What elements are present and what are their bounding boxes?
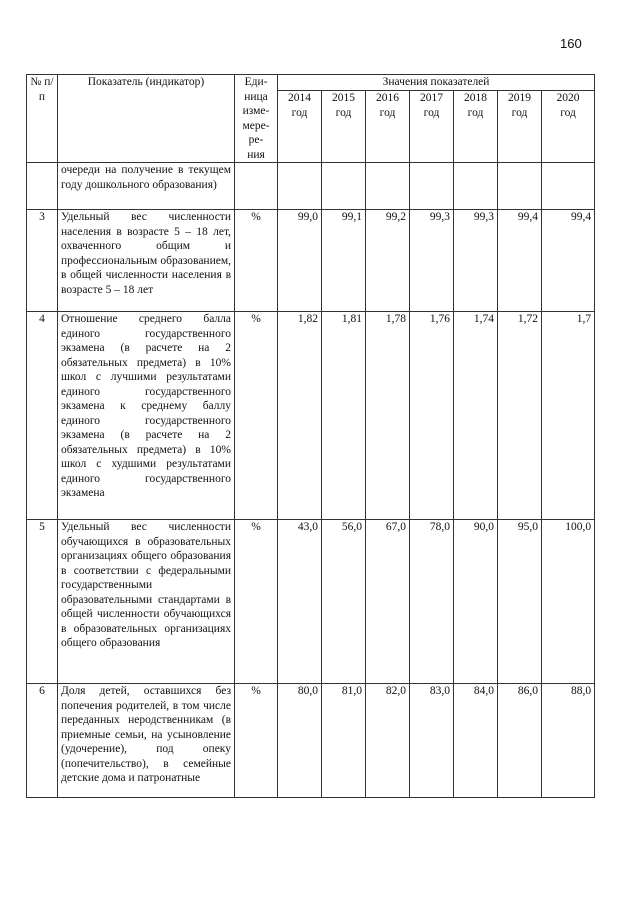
header-year-number: 2018 — [464, 91, 487, 104]
row-unit: % — [235, 312, 278, 520]
row-value — [410, 163, 454, 210]
row-number: 5 — [27, 520, 58, 684]
row-unit: % — [235, 520, 278, 684]
header-year-2020 — [542, 90, 595, 162]
header-year-label: год — [291, 106, 308, 119]
row-value: 1,78 — [366, 312, 410, 520]
row-value: 99,1 — [322, 210, 366, 312]
header-year-number: 2019 — [508, 91, 531, 104]
header-year-2018 — [454, 90, 498, 162]
row-value — [322, 163, 366, 210]
header-year-2016 — [366, 90, 410, 162]
header-year-2019 — [498, 90, 542, 162]
row-indicator: Доля детей, оставшихся без попечения родителей, в том числе переданных неродственникам (в приемные семьи, на усыновление (удочерение), под опеку (попечительство), в семейные детские дома и патронатные — [58, 684, 235, 798]
row-value: 1,74 — [454, 312, 498, 520]
row-value: 82,0 — [366, 684, 410, 798]
row-indicator: Отношение среднего балла единого государственного экзамена (в расчете на 2 обязательных предмета) в 10% школ с лучшими результатами единого государственного экзамена к среднему баллу единого государственного экзамена (в расчете на 2 обязательных предмета) в 10% школ с худшими результатами единого государственного экзамена — [58, 312, 235, 520]
header-indicator: Показатель (индикатор) — [58, 75, 235, 163]
header-row-1 — [27, 75, 595, 91]
row-value: 90,0 — [454, 520, 498, 684]
row-value: 43,0 — [278, 520, 322, 684]
row-value: 56,0 — [322, 520, 366, 684]
row-value: 1,72 — [498, 312, 542, 520]
header-year-number: 2016 — [376, 91, 399, 104]
header-year-label: год — [511, 106, 528, 119]
header-year-number: 2020 — [556, 91, 580, 104]
table-row — [27, 210, 595, 312]
row-unit: % — [235, 210, 278, 312]
header-year-number: 2014 — [288, 91, 311, 104]
row-value: 83,0 — [410, 684, 454, 798]
table-row — [27, 520, 595, 684]
row-value: 67,0 — [366, 520, 410, 684]
header-year-label: год — [379, 106, 396, 119]
header-year-label: год — [467, 106, 484, 119]
row-value — [454, 163, 498, 210]
row-indicator: очереди на получение в текущем году дошкольного образования) — [58, 163, 235, 210]
row-value: 95,0 — [498, 520, 542, 684]
row-value: 99,3 — [454, 210, 498, 312]
row-value: 100,0 — [542, 520, 595, 684]
header-year-2017 — [410, 90, 454, 162]
row-value — [498, 163, 542, 210]
row-value — [542, 163, 595, 210]
row-value: 99,2 — [366, 210, 410, 312]
row-value — [366, 163, 410, 210]
row-value: 1,76 — [410, 312, 454, 520]
header-year-label: год — [423, 106, 440, 119]
header-values-group: Значения показателей — [278, 75, 595, 91]
row-value: 84,0 — [454, 684, 498, 798]
header-year-label: год — [335, 106, 352, 119]
table-body — [27, 163, 595, 798]
row-number — [27, 163, 58, 210]
table-row — [27, 684, 595, 798]
header-unit: Еди- ница изме- мере- ре- ния — [235, 75, 278, 163]
row-value: 99,4 — [542, 210, 595, 312]
row-value: 81,0 — [322, 684, 366, 798]
row-value: 99,0 — [278, 210, 322, 312]
row-unit — [235, 163, 278, 210]
header-year-2014 — [278, 90, 322, 162]
row-value — [278, 163, 322, 210]
header-year-label: год — [560, 106, 576, 119]
row-value: 99,4 — [498, 210, 542, 312]
row-value: 80,0 — [278, 684, 322, 798]
row-value: 78,0 — [410, 520, 454, 684]
page-number: 160 — [560, 36, 582, 51]
table-row — [27, 312, 595, 520]
row-value: 86,0 — [498, 684, 542, 798]
row-unit: % — [235, 684, 278, 798]
row-value: 1,7 — [542, 312, 595, 520]
row-indicator: Удельный вес численности обучающихся в образовательных организациях общего образования в соответствии с федеральными государственными образовательными стандартами в общей численности обучающихся в образовательных организациях общего образования — [58, 520, 235, 684]
table-row — [27, 163, 595, 210]
indicators-table — [26, 74, 595, 798]
row-indicator: Удельный вес численности населения в возрасте 5 – 18 лет, охваченного общим и профессиональным образованием, в общей численности населения в возрасте 5 – 18 лет — [58, 210, 235, 312]
row-value: 1,81 — [322, 312, 366, 520]
header-year-2015 — [322, 90, 366, 162]
row-number: 3 — [27, 210, 58, 312]
row-value: 1,82 — [278, 312, 322, 520]
header-year-number: 2017 — [420, 91, 443, 104]
row-value: 99,3 — [410, 210, 454, 312]
header-year-number: 2015 — [332, 91, 355, 104]
row-number: 6 — [27, 684, 58, 798]
row-value: 88,0 — [542, 684, 595, 798]
header-num: № п/п — [27, 75, 58, 163]
row-number: 4 — [27, 312, 58, 520]
